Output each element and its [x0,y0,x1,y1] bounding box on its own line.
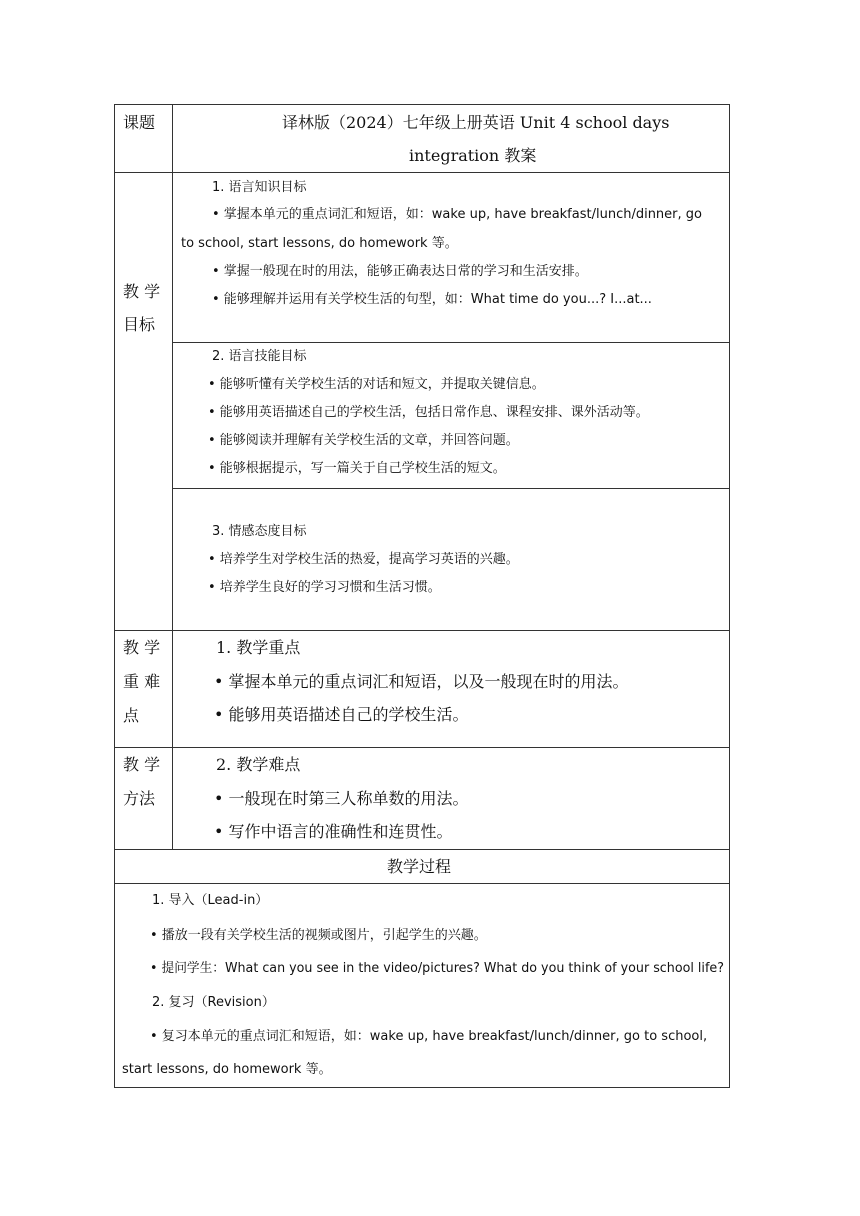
table-border-right [729,104,730,1088]
key-points-label-row1: 教 学 [123,638,161,657]
difficulties-item: • 一般现在时第三人称单数的用法。 [214,789,469,808]
row-divider [114,883,730,884]
row-divider [114,630,730,631]
process-line: 1. 导入（Lead-in） [152,893,269,908]
row-divider [172,342,730,343]
table-border-top [114,104,730,105]
key-points-label-row2: 重 难 [123,672,161,691]
skills-item: • 能够阅读并理解有关学校生活的文章，并回答问题。 [208,433,519,448]
objectives-label-row1: 教 学 [123,282,161,301]
knowledge-item: • 掌握一般现在时的用法，能够正确表达日常的学习和生活安排。 [212,264,588,279]
row-divider [172,488,730,489]
process-line: • 提问学生：What can you see in the video/pictures? What do you think of your school life? [150,961,724,976]
process-line: start lessons, do homework 等。 [122,1062,332,1077]
difficulties-heading: 2. 教学难点 [216,755,301,774]
lesson-title-line2: integration 教案 [409,146,537,165]
skills-heading: 2. 语言技能目标 [212,349,307,364]
process-line: 2. 复习（Revision） [152,995,275,1010]
lesson-title-line1: 译林版（2024）七年级上册英语 Unit 4 school days [282,113,670,132]
knowledge-item: • 掌握本单元的重点词汇和短语，如：wake up, have breakfast/lunch/dinner, go [212,207,702,222]
table-border-left [114,104,115,1088]
attitude-item: • 培养学生良好的学习习惯和生活习惯。 [208,580,441,595]
title-label: 课题 [123,113,156,132]
skills-item: • 能够听懂有关学校生活的对话和短文，并提取关键信息。 [208,377,545,392]
process-line: • 播放一段有关学校生活的视频或图片，引起学生的兴趣。 [150,928,487,943]
methods-label-row2: 方法 [123,789,156,808]
objectives-label-row2: 目标 [123,315,156,334]
key-points-item: • 掌握本单元的重点词汇和短语，以及一般现在时的用法。 [214,672,629,691]
knowledge-item: • 能够理解并运用有关学校生活的句型，如：What time do you...? I...at... [212,292,652,307]
process-line: • 复习本单元的重点词汇和短语，如：wake up, have breakfast/lunch/dinner, go to school, [150,1029,708,1044]
attitude-heading: 3. 情感态度目标 [212,524,307,539]
knowledge-heading: 1. 语言知识目标 [212,180,307,195]
key-points-heading: 1. 教学重点 [216,638,301,657]
knowledge-item: to school, start lessons, do homework 等。 [181,236,458,251]
key-points-item: • 能够用英语描述自己的学校生活。 [214,705,469,724]
process-header: 教学过程 [387,857,452,876]
skills-item: • 能够根据提示，写一篇关于自己学校生活的短文。 [208,461,506,476]
row-divider [114,747,730,748]
difficulties-item: • 写作中语言的准确性和连贯性。 [214,822,453,841]
attitude-item: • 培养学生对学校生活的热爱，提高学习英语的兴趣。 [208,552,519,567]
methods-label-row1: 教 学 [123,755,161,774]
key-points-label-row3: 点 [123,706,140,725]
table-border-bottom [114,1087,730,1088]
skills-item: • 能够用英语描述自己的学校生活，包括日常作息、课程安排、课外活动等。 [208,405,649,420]
row-divider [114,849,730,850]
row-divider [114,172,730,173]
label-column-divider [172,104,173,850]
